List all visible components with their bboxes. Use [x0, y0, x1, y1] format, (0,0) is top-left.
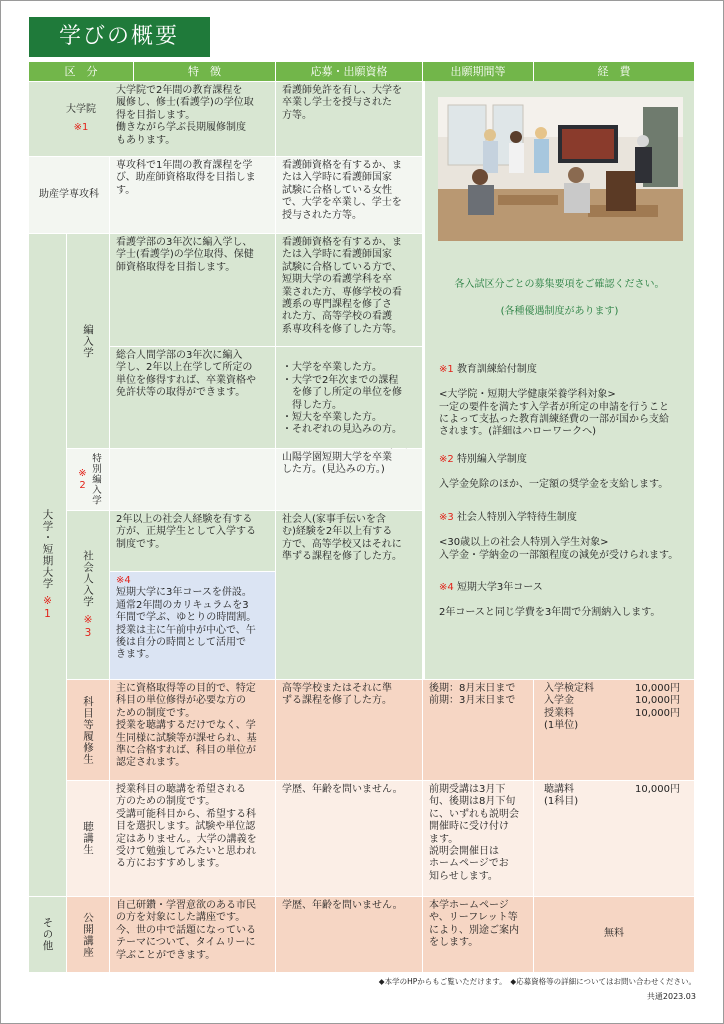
fee-amount: 10,000円: [635, 784, 680, 795]
fee-name: 入学金: [544, 695, 574, 707]
panel-note-1: [439, 352, 689, 451]
page-title: 学びの概要: [29, 17, 210, 57]
fee-row: [544, 683, 680, 695]
row-label-adult: [67, 511, 109, 679]
transfer-label: 編入学: [82, 323, 94, 359]
open-lecture-feature: 自己研鑽・学習意欲のある市民 の方を対象にした講座です。 今、世の中で話題になっている テーマについて、タイムリーに 学ぶことができます。: [110, 897, 275, 972]
credit-auditor-label: 科目等履修生: [82, 695, 94, 765]
three-year-course-text: 短期大学に3年コースを併設。 通常2年間のカリキュラムを3 年間で学ぶ、ゆとりの時間割。 授業は主に午前中が中心で、午 後は自分の時間として活用で きます。: [116, 587, 257, 661]
panel-note-1-mark: ※1: [439, 364, 454, 376]
panel-note-3-mark: ※3: [439, 512, 454, 524]
adult-label: 社会人入学: [82, 550, 94, 608]
auditor-fees: [534, 781, 694, 896]
row-label-credit-auditor: [67, 680, 109, 780]
panel-note-2-body: 入学金免除のほか、一定額の奨学金を支給します。: [439, 479, 669, 491]
special-transfer-label: 特別編入学: [90, 453, 101, 506]
auditor-period: 前期受講は3月下 旬、後期は8月下旬 に、いずれも説明会 開催時に受け付け ます。 説明会開催日は ホームページでお 知らせします。: [423, 781, 533, 896]
fee-name: (1単位): [544, 720, 579, 732]
credit-auditor-period: 後期：8月末日まで 前期：3月末日まで: [423, 680, 533, 780]
panel-note-1-body: <大学院・短期大学健康栄養学科対象> 一定の要件を満たす入学者が所定の申請を行うこと によって支払った教育訓練経費の一部が国から支給 されます。(詳細はハローワークへ): [439, 389, 669, 438]
fee-name: (1科目): [544, 796, 579, 808]
panel-note-3-body: <30歳以上の社会人特別入学生対象> 入学金・学納金の一部額程度の減免が受けられます。: [439, 537, 679, 561]
footer-note: ◆本学のHPからもご覧いただけます。 ◆応募資格等の詳細についてはお問い合わせください。: [378, 977, 696, 986]
header-feature: 特 徴: [134, 62, 275, 81]
fee-amount: 10,000円: [635, 695, 680, 707]
panel-note-3: [439, 500, 689, 574]
special-transfer-qualification: 山陽学園短期大学を卒業 した方。(見込みの方。): [276, 449, 422, 510]
panel-subheading: (各種優遇制度があります): [500, 306, 619, 317]
panel-note-4: [439, 570, 689, 632]
fee-row: [544, 695, 680, 707]
auditor-label: 聴講生: [82, 821, 94, 856]
three-year-course-mark: ※4: [116, 575, 131, 586]
fee-name: 聴講料: [544, 784, 574, 795]
group-label-text: 大学・短期大学: [41, 508, 54, 590]
open-lecture-label: 公開講座: [82, 911, 94, 958]
row-label-transfer: [67, 234, 109, 448]
fee-amount: 10,000円: [635, 707, 680, 719]
row-label-midwifery: 助産学専攻科: [29, 157, 109, 233]
fee-row: [544, 796, 680, 808]
midwifery-qualification: 看護師資格を有するか、ま たは入学時に看護師国家 試験に合格している女性 で、大学を卒業し、学士を 授与された方等。: [276, 157, 422, 233]
open-lecture-qualification: 学歴、年齢を問いません。: [276, 897, 422, 972]
header-period: 出願期間等: [423, 62, 533, 81]
header-fees: 経 費: [534, 62, 694, 81]
panel-note-3-title: 社会人特別入学特待生制度: [456, 512, 577, 524]
panel-note-2-mark: ※2: [439, 454, 454, 466]
auditor-feature: 授業科目の聴講を希望される 方のための制度です。 受講可能科目から、希望する科 目を選択します。試験や単位認 定はありません。大学の講義を 受けて勉強してみたいと思われ る方におすすめします。: [110, 781, 275, 896]
fee-name: 入学検定料: [544, 683, 594, 694]
transfer-qualification-human: [276, 347, 422, 448]
panel-note-4-mark: ※4: [439, 582, 454, 594]
fee-row: [544, 784, 680, 796]
fee-amount: 10,000円: [635, 683, 680, 694]
group-label-university: [29, 234, 66, 896]
fee-row: [544, 708, 680, 720]
panel-note-4-body: 2年コースと同じ学費を3年間で分割納入します。: [439, 607, 661, 619]
transfer-qualification-nursing: 看護師資格を有するか、ま たは入学時に看護師国家 試験に合格している方で、 短期大学の看護学科を卒 業された方、専修学校の看 護系の専門課程を修了さ れた方、高等学校の看護 系専攻科を修了した方等。: [276, 234, 422, 346]
three-year-course-feature: [110, 572, 275, 679]
special-transfer-feature-empty: [110, 449, 275, 510]
classroom-photo: [438, 97, 683, 241]
header-category: 区 分: [29, 62, 133, 81]
panel-note-4-title: 短期大学3年コース: [456, 582, 543, 594]
graduate-feature: 大学院で2年間の教育課程を 履修し、修士(看護学)の学位取 得を目指します。 働きながら学ぶ長期履修制度 もあります。: [110, 82, 275, 156]
header-qualification: 応募・出願資格: [276, 62, 422, 81]
transfer-feature-nursing: 看護学部の3年次に編入学し、 学士(看護学)の学位取得、保健 師資格取得を目指します。: [110, 234, 275, 346]
midwifery-feature: 専攻科で1年間の教育課程を学 び、助産師資格取得を目指しま す。: [110, 157, 275, 233]
graduate-qualification: 看護師免許を有し、大学を 卒業し学士を授与された 方等。: [276, 82, 422, 156]
fee-row: [544, 720, 680, 732]
adult-qualification: 社会人(家事手伝いを含 む)経験を2年以上有する 方で、高等学校又はそれに 準ずる課程を修了した方。: [276, 511, 422, 679]
row-label-special-transfer: [67, 449, 109, 510]
credit-auditor-fees: [534, 680, 694, 780]
panel-note-2-title: 特別編入学制度: [456, 454, 527, 466]
graduate-mark: ※1: [73, 122, 89, 133]
special-transfer-mark: ※2: [77, 467, 88, 492]
panel-heading: 各入試区分ごとの募集要項をご確認ください。: [454, 279, 665, 290]
panel-note-1-title: 教育訓練給付制度: [456, 364, 537, 376]
panel-note-2: [439, 442, 689, 504]
adult-feature: 2年以上の社会人経験を有する 方が、正規学生として入学する 制度です。: [110, 511, 275, 571]
fee-name: 授業料: [544, 707, 574, 719]
open-lecture-period: 本学ホームページ や、リーフレット等 により、別途ご案内 をします。: [423, 897, 533, 972]
adult-mark: ※3: [82, 613, 94, 640]
transfer-feature-human: 総合人間学部の3年次に編入 学し、2年以上在学して所定の 単位を修得すれば、卒業資格や 免許状等の取得ができます。: [110, 347, 275, 448]
other-label: その他: [41, 917, 54, 952]
footer-code: 共通2023.03: [646, 992, 696, 1001]
group-label-mark: ※1: [41, 595, 54, 622]
open-lecture-fee: 無料: [534, 897, 694, 972]
credit-auditor-feature: 主に資格取得等の目的で、特定 科目の単位修得が必要な方の ための制度です。 授業を聴講するだけでなく、学 生同様に試験等が課せられ、基 準に合格すれば、科目の単位が 認定されます。: [110, 680, 275, 780]
graduate-label: 大学院: [66, 103, 96, 115]
credit-auditor-qualification: 高等学校またはそれに準 ずる課程を修了した方。: [276, 680, 422, 780]
row-label-other: [29, 897, 66, 972]
row-label-open-lecture: [67, 897, 109, 972]
row-label-auditor: [67, 781, 109, 896]
auditor-qualification: 学歴、年齢を問いません。: [276, 781, 422, 896]
transfer-qualification-human-text: ・大学を卒業した方。 ・大学で2年次までの課程 を修了し所定の単位を修 得した方。 ・短大を卒業した方。 ・それぞれの見込みの方。: [282, 362, 402, 436]
